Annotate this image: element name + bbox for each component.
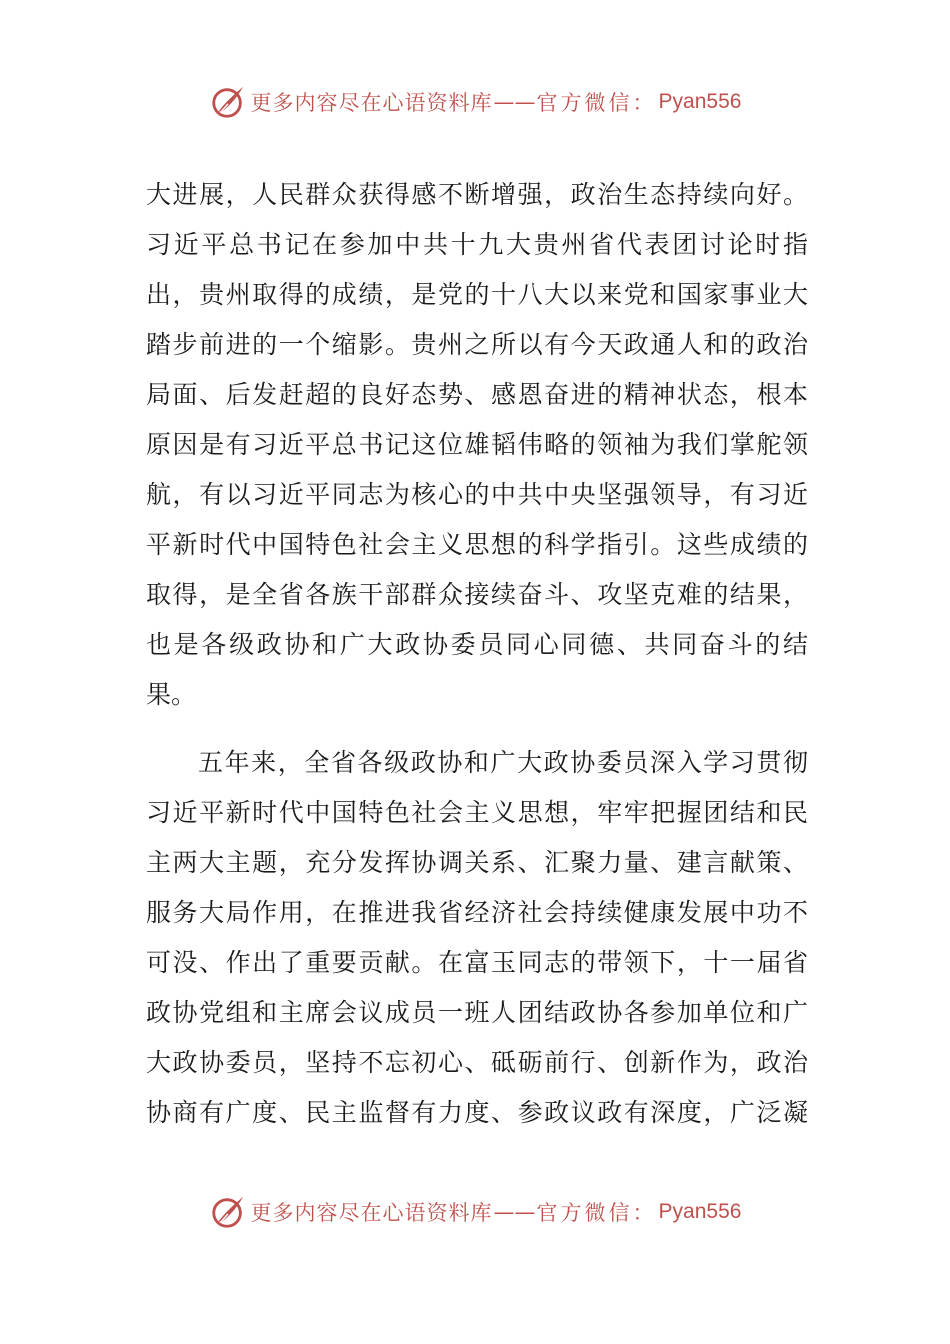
text-line: 大政协委员，坚持不忘初心、砥砺前行、创新作为，政治 (146, 1048, 808, 1077)
text-line: 服务大局作用，在推进我省经济社会持续健康发展中功不 (146, 898, 808, 927)
document-body (146, 170, 808, 1138)
banner-brand-text: 更多内容尽在心语资料库 (250, 91, 493, 115)
paragraph-gap (146, 720, 808, 738)
text-line: 政协党组和主席会议成员一班人团结政协各参加单位和广 (146, 998, 808, 1027)
header-watermark (0, 80, 950, 124)
text-line: 协商有广度、民主监督有力度、参政议政有深度，广泛凝 (146, 1098, 808, 1127)
text-line: 习近平总书记在参加中共十九大贵州省代表团讨论时指 (146, 230, 808, 259)
text-line: 航，有以习近平同志为核心的中共中央坚强领导，有习近 (146, 480, 808, 509)
text-line: 大进展，人民群众获得感不断增强，政治生态持续向好。 (146, 180, 808, 209)
text-line: 踏步前进的一个缩影。贵州之所以有今天政通人和的政治 (146, 330, 808, 359)
quill-logo-icon (209, 1193, 247, 1231)
banner-brand-text: 更多内容尽在心语资料库 (250, 1201, 493, 1225)
text-line: 原因是有习近平总书记这位雄韬伟略的领袖为我们掌舵领 (146, 430, 808, 459)
text-line: 出，贵州取得的成绩，是党的十八大以来党和国家事业大 (146, 280, 808, 309)
text-line: 平新时代中国特色社会主义思想的科学指引。这些成绩的 (146, 530, 808, 559)
banner-wechat-id: Pyan556 (658, 1200, 742, 1223)
banner-wechat-label: 官方微信： (536, 1201, 657, 1225)
paragraph-1 (146, 170, 808, 720)
text-line: 果。 (146, 680, 197, 709)
paragraph-2 (146, 738, 808, 1138)
text-line: 主两大主题，充分发挥协调关系、汇聚力量、建言献策、 (146, 848, 808, 877)
banner-wechat-label: 官方微信： (536, 91, 657, 115)
text-line: 习近平新时代中国特色社会主义思想，牢牢把握团结和民 (146, 798, 808, 827)
banner-dash: —— (493, 90, 536, 114)
text-line: 也是各级政协和广大政协委员同心同德、共同奋斗的结 (146, 630, 808, 659)
text-line: 五年来，全省各级政协和广大政协委员深入学习贯彻 (198, 748, 808, 777)
text-line: 取得，是全省各族干部群众接续奋斗、攻坚克难的结果， (146, 580, 808, 609)
banner-dash: —— (493, 1200, 536, 1224)
quill-logo-icon (209, 83, 247, 121)
text-line: 局面、后发赶超的良好态势、感恩奋进的精神状态，根本 (146, 380, 808, 409)
text-line: 可没、作出了重要贡献。在富玉同志的带领下，十一届省 (146, 948, 808, 977)
footer-watermark (0, 1190, 950, 1234)
banner-wechat-id: Pyan556 (658, 90, 742, 113)
